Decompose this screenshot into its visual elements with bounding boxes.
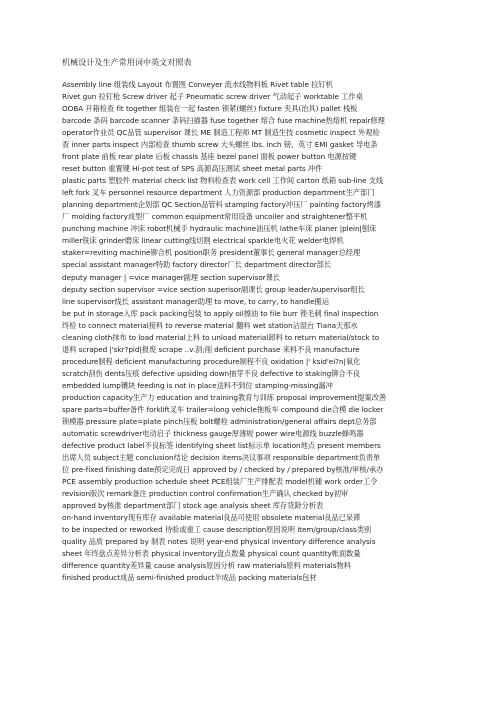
text-line: to be inspected or reworked 待验或重工 cause description原因说明 item/group/class类别 [62,525,372,535]
text-line: PCE assembly production schedule sheet PCE组装厂生产排配表 model机锺 work order工令 [62,477,378,487]
text-line: spare parts=buffer备件 forklift叉车 trailer=long vehicle拖板车 compound die合模 die locker [62,404,384,414]
text-line: Rivet gun 拉钉枪 Screw driver 起子 Pneumatic screw driver 气动起子 worktable 工作桌 [62,92,363,102]
text-line: automatic screwdriver电动启子 thickness gauge厚薄规 power wire电源线 buzzle蜂鸣器 [62,428,364,438]
text-line: 查 inner parts inspect 内部检查 thumb screw 大头螺丝 lbs. inch 镑、英寸 EMI gasket 导电条 [62,140,378,150]
text-line: 锁模器 pressure plate=plate pinch压板 bolt螺栓 administration/general affairs dept总务部 [62,416,377,426]
text-line: planning department企划部 QC Section品管科 stamping factory冲压厂 painting factory烤漆 [62,200,381,210]
text-line: defective product label不良标签 identifying sheet list标示单 location地点 present members [62,440,381,450]
text-line: reset button 重置键 Hi-pot test of SPS 高源高压测试 sheet metal parts 冲件 [62,164,323,174]
text-line: Assembly line 组装线 Layout 布置图 Conveyer 流水线物料板 Rivet table 拉钉机 [62,80,333,89]
text-line: front plate 前板 rear plate 后板 chassis 基座 bezel panel 面板 power button 电源按键 [62,152,357,162]
text-line: quality 品质 prepared by 制表 notes 说明 year-end physical inventory difference analysis [62,537,376,547]
document-body [62,79,436,584]
text-line: barcode 条码 barcode scanner 条码扫描器 fuse together 熔合 fuse machine热熔机 repair修理 [62,116,385,126]
text-line: staker=reviting machine铆合机 position职务 president董事长 general manager总经理 [62,248,361,258]
document-title: 机械设计及生产常用词中英文对照表 [62,58,192,67]
text-line: finished product成品 semi-finished product半成品 packing materials包材 [62,573,317,583]
text-line: operator作业员 QC品管 supervisor 课长 ME 制造工程师 MT 制造生技 cosmetic inspect 外观检 [62,128,380,138]
text-line: punching machine 冲床 robot机械手 hydraulic machine油压机 lathe车床 planer |plein|刨床 [62,224,377,234]
text-line: difference quantity差异量 cause analysis原因分析 raw materials原料 materials物料 [62,561,351,571]
text-line: on-hand inventory现有库存 available material良品可使用 obsolete material良品已呆滞 [62,513,361,523]
text-line: 位 pre-fixed finishing date预定完成日 approved by / checked by / prepared by核准/审核/承办 [62,465,384,474]
text-line: miller铣床 grinder磨床 linear cutting线切割 electrical sparkle电火花 welder电焊机 [62,236,344,246]
text-line: deputy manager | =vice manager副理 section supervisor课长 [62,272,281,282]
text-line: embedded lump镶块 feeding is not in place送料不到位 stamping-missing漏冲 [62,380,333,390]
text-line: 出席人员 subject主题 conclusion结论 decision items决议事项 responsible department负责单 [62,452,381,462]
text-line: procedure制程 deficient manufacturing procedure制程不良 oxidation |' ksid'ei?n|氧化 [62,356,361,366]
text-line: revision版次 remark备注 production control confirmation生产确认 checked by初审 [62,489,349,499]
text-line: 终检 to connect material接料 to reverse material 翻料 wet station沾湿台 Tiana天那水 [62,320,358,330]
text-line: left fork 叉车 personnel resource department 人力资源部 production department生产部门 [62,188,375,198]
text-line: production capacity生产力 education and training教育与训练 proposal improvement提案改善 [62,392,387,402]
text-line: scratch刮伤 dents压痕 defective upsiding down抽芽不良 defective to staking铆合不良 [62,368,360,378]
text-line: be put in storage入库 pack packing包装 to apply oil擦油 to file burr 锉毛刺 final inspection [62,308,379,318]
text-line: cleaning cloth抹布 to load material上料 to unload material卸料 to return material/stock to [62,332,380,342]
text-line: 退料 scraped |'skr?pid|报废 scrape ..v.刮;削 deficient purchase 来料不良 manufacture [62,344,360,354]
text-line: line supervisor线长 assistant manager助理 to move, to carry, to handle搬运 [62,296,329,306]
text-line: special assistant manager特助 factory director厂长 department director部长 [62,260,332,270]
text-line: sheet 年终盘点差异分析表 physical inventory盘点数量 physical count quantity帐面数量 [62,549,361,559]
text-line: 厂 molding factory成型厂 common equipment常用设备 uncoiler and straightener整平机 [62,212,368,222]
text-line: approved by核准 department部门 stock age analysis sheet 库存货龄分析表 [62,501,324,511]
text-line: deputy section supervisor =vice section superisor副课长 group leader/supervisor组长 [62,284,365,294]
text-line: plastic parts 塑胶件 material check list 物料检查表 work cell 工作间 carton 纸箱 sub-line 支线 [62,176,384,186]
text-line: OOBA 开箱检查 fit together 组装在一起 fasten 锁紧(螺丝) fixture 夹具(治具) pallet 栈板 [62,104,358,114]
